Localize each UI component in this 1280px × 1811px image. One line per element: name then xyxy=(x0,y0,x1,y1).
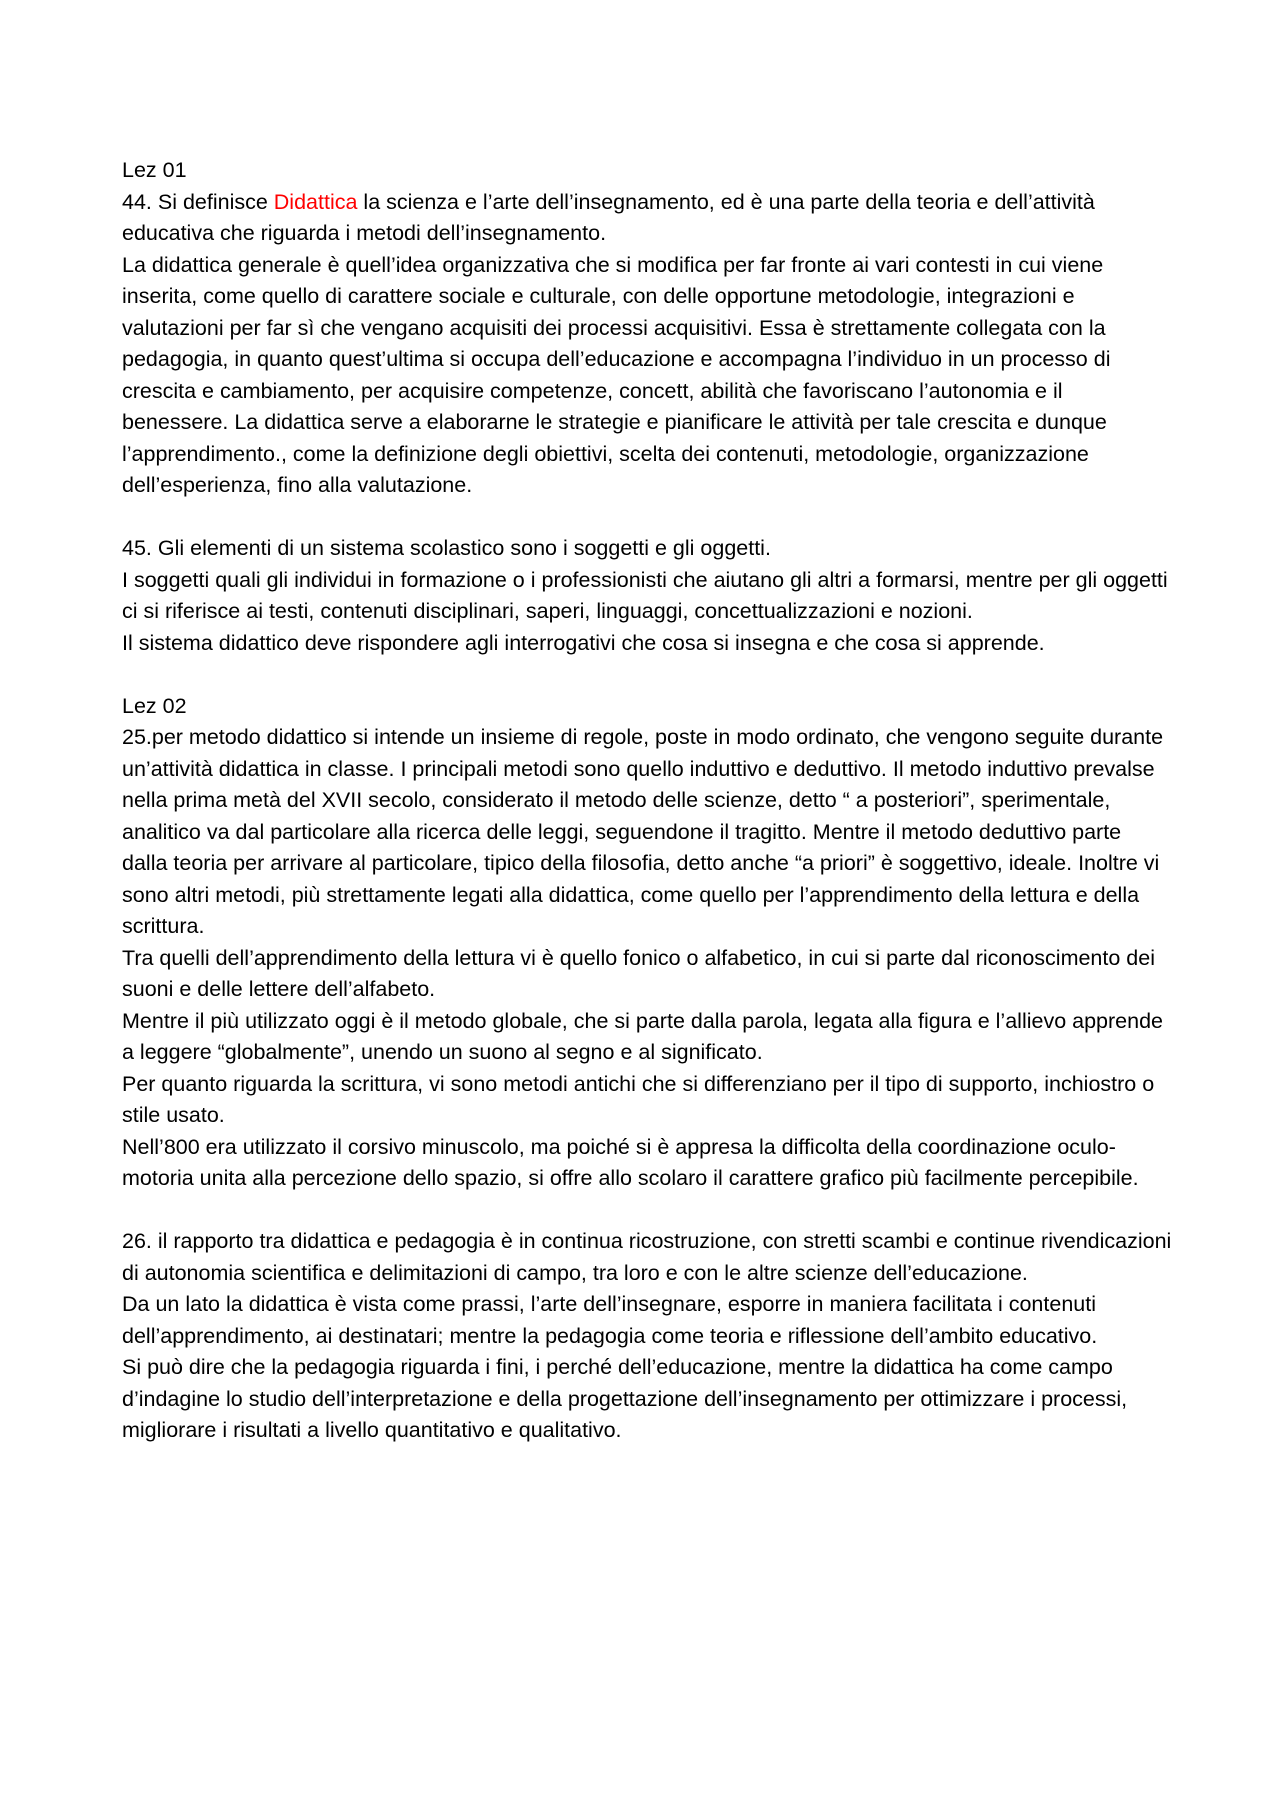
section-heading-lez01: Lez 01 xyxy=(122,158,187,182)
question-45-paragraph-1: 45. Gli elementi di un sistema scolastico sono i soggetti e gli oggetti. xyxy=(122,536,771,560)
question-44-paragraph-2: La didattica generale è quell’idea organizzativa che si modifica per far fronte ai vari contesti in cui viene inserita, come quello di carattere sociale e culturale, con delle opportune metodologie, integrazioni e valutazioni per far sì che vengano acquisiti dei processi acquisitivi. Essa è strettamente collegata con la pedagogia, in quanto quest’ultima si occupa dell’educazione e accompagna l’individuo in un processo di crescita e cambiamento, per acquisire competenze, concett, abilità che favoriscano l’autonomia e il benessere. La didattica serve a elaborarne le strategie e pianificare le attività per tale crescita e dunque l’apprendimento., come la definizione degli obiettivi, scelta dei contenuti, metodologie, organizzazione dell’esperienza, fino alla valutazione. xyxy=(122,252,1111,497)
question-25-paragraph-3: Mentre il più utilizzato oggi è il metodo globale, che si parte dalla parola, legata alla figura e l’allievo apprende a leggere “globalmente”, unendo un suono al segno e al significato. xyxy=(122,1008,1163,1064)
question-25-paragraph-1: 25.per metodo didattico si intende un insieme di regole, poste in modo ordinato, che vengono seguite durante un’attività didattica in classe. I principali metodi sono quello induttivo e deduttivo. Il metodo induttivo prevalse nella prima metà del XVII secolo, considerato il metodo delle scienze, detto “ a posteriori”, sperimentale, analitico va dal particolare alla ricerca delle leggi, seguendone il tragitto. Mentre il metodo deduttivo parte dalla teoria per arrivare al particolare, tipico della filosofia, detto anche “a priori” è soggettivo, ideale. Inoltre vi sono altri metodi, più strettamente legati alla didattica, come quello per l’apprendimento della lettura e della scrittura. xyxy=(122,725,1164,938)
blank-line xyxy=(122,502,1172,534)
question-45-paragraph-2: I soggetti quali gli individui in formazione o i professionisti che aiutano gli altri a formarsi, mentre per gli oggetti ci si riferisce ai testi, contenuti disciplinari, saperi, linguaggi, concettualizzazioni e nozioni. xyxy=(122,567,1168,623)
blank-line xyxy=(122,1195,1172,1227)
question-25-paragraph-4: Per quanto riguarda la scrittura, vi sono metodi antichi che si differenziano per il tipo di supporto, inchiostro o stile usato. xyxy=(122,1071,1155,1127)
question-25-paragraph-2: Tra quelli dell’apprendimento della lettura vi è quello fonico o alfabetico, in cui si parte dal riconoscimento dei suoni e delle lettere dell’alfabeto. xyxy=(122,945,1155,1001)
section-heading-lez02: Lez 02 xyxy=(122,693,187,718)
question-45-paragraph-3: Il sistema didattico deve rispondere agli interrogativi che cosa si insegna e che cosa si apprende. xyxy=(122,630,1045,655)
highlighted-term: Didattica xyxy=(273,189,358,214)
question-26-paragraph-1: 26. il rapporto tra didattica e pedagogia è in continua ricostruzione, con stretti scambi e continue rivendicazioni di autonomia scientifica e delimitazioni di campo, tra loro e con le altre scienze dell’educazione. xyxy=(122,1229,1172,1285)
question-44-prefix: 44. Si definisce xyxy=(122,189,274,214)
question-26-paragraph-3: Si può dire che la pedagogia riguarda i fini, i perché dell’educazione, mentre la didattica ha come campo d’indagine lo studio dell’interpretazione e della progettazione dell’insegnamento per ottimizzare i processi, migliorare i risultati a livello quantitativo e qualitativo. xyxy=(122,1355,1128,1442)
document-body xyxy=(122,155,1172,1447)
blank-line xyxy=(122,659,1172,691)
question-44-text: la scienza e l’arte dell’insegnamento, ed è una parte della teoria e dell’attività educativa che riguarda i metodi dell’insegnamento. xyxy=(122,189,1095,245)
question-26-paragraph-2: Da un lato la didattica è vista come prassi, l’arte dell’insegnare, esporre in maniera facilitata i contenuti dell’apprendimento, ai destinatari; mentre la pedagogia come teoria e riflessione dell’ambito educativo. xyxy=(122,1292,1098,1348)
question-44-paragraph xyxy=(122,187,1172,250)
question-25-paragraph-5: Nell’800 era utilizzato il corsivo minuscolo, ma poiché si è appresa la difficolta della coordinazione oculo-motoria unita alla percezione dello spazio, si offre allo scolaro il carattere grafico più facilmente percepibile. xyxy=(122,1134,1139,1190)
